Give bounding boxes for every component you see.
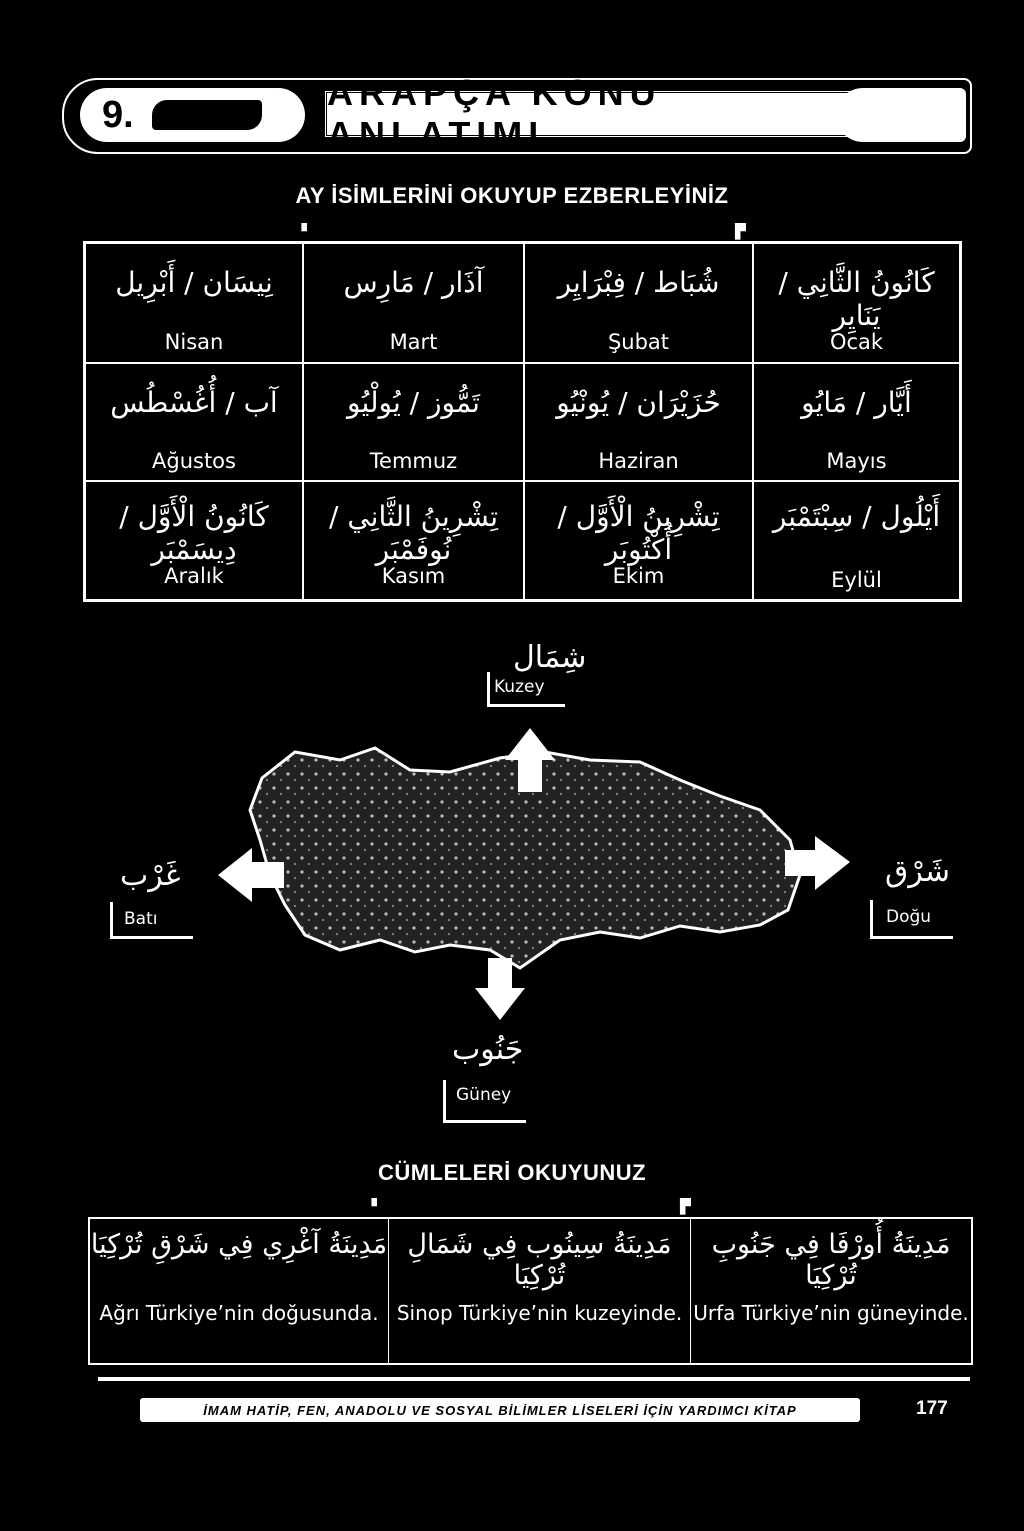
month-cell — [753, 363, 960, 481]
month-turkish: Ekim — [612, 564, 665, 588]
month-cell — [753, 243, 960, 363]
month-cell — [85, 481, 303, 600]
south-arabic: جَنُوب — [452, 1032, 524, 1067]
corner-mark-icon: ▛ — [735, 224, 746, 240]
chapter-number: 9. — [102, 93, 134, 136]
month-arabic: تِشْرِينُ الْأَوَّل / أُكْتُوبَر — [557, 500, 720, 566]
banner-end-cap — [836, 88, 966, 142]
month-turkish: Temmuz — [369, 449, 458, 473]
month-cell — [303, 363, 524, 481]
month-arabic: تِشْرِينُ الثَّانِي / نُوفَمْبَر — [329, 500, 498, 566]
header-banner — [62, 72, 970, 155]
north-arabic: شِمَال — [513, 640, 587, 675]
sentence-cell — [90, 1219, 389, 1363]
month-turkish: Nisan — [164, 330, 224, 354]
footer-caption: İMAM HATİP, FEN, ANADOLU VE SOSYAL BİLİMLER LİSELERİ İÇİN YARDIMCI KİTAP — [140, 1398, 860, 1422]
month-arabic: نِيسَان / أَبْرِيل — [115, 266, 273, 299]
sentence-cell — [389, 1219, 691, 1363]
month-turkish: Aralık — [164, 564, 224, 588]
month-turkish: Eylül — [831, 568, 882, 592]
corner-mark-icon: ▝ — [366, 1199, 377, 1215]
month-arabic: تَمُّوز / يُولْيُو — [347, 386, 480, 419]
months-heading: AY İSİMLERİNİ OKUYUP EZBERLEYİNİZ — [295, 183, 729, 208]
east-arabic: شَرْق — [885, 854, 950, 889]
south-label: Güney — [456, 1085, 512, 1105]
chapter-number-badge — [80, 88, 305, 142]
month-turkish: Haziran — [598, 449, 679, 473]
west-arabic: غَرْب — [120, 858, 181, 893]
corner-mark-icon: ▛ — [680, 1199, 691, 1215]
month-cell — [85, 363, 303, 481]
month-arabic: آب / أُغُسْطُس — [110, 386, 278, 419]
sentences-heading: CÜMLELERİ OKUYUNUZ — [377, 1160, 647, 1185]
month-cell — [524, 481, 753, 600]
sentences-table — [88, 1217, 973, 1365]
sentence-turkish: Sinop Türkiye’nin kuzeyinde. — [396, 1301, 683, 1325]
sentence-turkish: Urfa Türkiye’nin güneyinde. — [693, 1301, 969, 1325]
month-cell — [524, 363, 753, 481]
month-cell — [85, 243, 303, 363]
page-number: 177 — [916, 1398, 948, 1419]
sentence-cell — [691, 1219, 971, 1363]
sentence-arabic: مَدِينَةُ أُورْفَا فِي جَنُوبِ تُرْكِيَا — [711, 1229, 951, 1291]
month-arabic: كَانُونُ الْأَوَّل / دِيسَمْبَر — [119, 500, 269, 566]
decorative-swoosh-icon — [152, 100, 262, 130]
banner-title: ARAPÇA KONU ANLATIMI — [324, 90, 894, 138]
month-arabic: أَيَّار / مَايُو — [801, 386, 912, 419]
month-cell — [524, 243, 753, 363]
month-cell — [303, 481, 524, 600]
month-turkish: Ağustos — [152, 449, 236, 473]
month-turkish: Kasım — [381, 564, 446, 588]
month-cell — [303, 243, 524, 363]
month-arabic: آذَار / مَارِس — [343, 266, 484, 299]
footer-divider — [98, 1377, 970, 1381]
month-turkish: Mayıs — [826, 449, 887, 473]
month-turkish: Şubat — [607, 330, 670, 354]
month-arabic: أَيْلُول / سِبْتَمْبَر — [772, 500, 941, 533]
east-label: Doğu — [886, 907, 932, 927]
corner-mark-icon: ▝ — [296, 224, 307, 240]
month-turkish: Mart — [389, 330, 438, 354]
sentence-arabic: مَدِينَةُ سِينُوب فِي شَمَالِ تُرْكِيَا — [407, 1229, 672, 1291]
month-arabic: شُبَاط / فِبْرَايِر — [557, 266, 720, 299]
month-arabic: حُزَيْرَان / يُونْيُو — [556, 386, 721, 419]
month-turkish: Ocak — [829, 330, 884, 354]
month-cell — [753, 481, 960, 600]
sentence-turkish: Ağrı Türkiye’nin doğusunda. — [99, 1301, 379, 1325]
north-label: Kuzey — [494, 677, 545, 697]
west-label: Batı — [124, 909, 158, 929]
sentence-arabic: مَدِينَةُ آغْرِي فِي شَرْقِ تُرْكِيَا — [90, 1229, 388, 1260]
turkey-map — [200, 700, 860, 1040]
month-arabic: كَانُونُ الثَّانِي / يَنَايِر — [778, 266, 935, 332]
months-table — [83, 241, 962, 602]
